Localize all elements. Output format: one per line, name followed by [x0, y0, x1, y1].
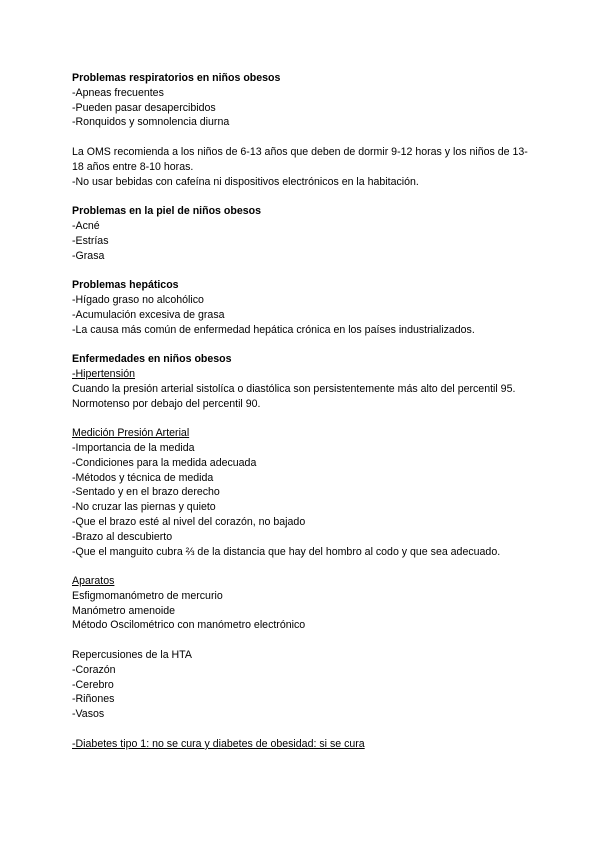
paragraph-oms-note: -No usar bebidas con cafeína ni dispositivos electrónicos en la habitación. — [72, 175, 419, 188]
section-title-enfermedades: Enfermedades en niños obesos — [72, 353, 232, 366]
list-item: -Ronquidos y somnolencia diurna — [72, 116, 230, 129]
spacer — [72, 130, 532, 145]
section-title-aparatos: Aparatos — [72, 575, 115, 588]
list-item: -Hígado graso no alcohólico — [72, 293, 204, 306]
spacer — [72, 411, 532, 426]
list-item: -Acumulación excesiva de grasa — [72, 308, 225, 321]
section-title-hepaticos: Problemas hepáticos — [72, 279, 179, 292]
subsection-title-hipertension: -Hipertensión — [72, 367, 136, 380]
list-item: -Brazo al descubierto — [72, 530, 173, 543]
list-item: -Vasos — [72, 708, 105, 721]
section-title-respiratorios: Problemas respiratorios en niños obesos — [72, 72, 281, 84]
list-item: -Sentado y en el brazo derecho — [72, 486, 220, 499]
list-item: Esfigmomanómetro de mercurio — [72, 589, 223, 602]
spacer — [72, 722, 532, 737]
paragraph-oms: La OMS recomienda a los niños de 6-13 años que deben de dormir 9-12 horas y los niños de 13-18 años entre 8-10 horas. — [72, 145, 528, 173]
list-item: -Riñones — [72, 693, 115, 706]
spacer — [72, 189, 532, 204]
diabetes-note: -Diabetes tipo 1: no se cura y diabetes de obesidad: si se cura — [72, 737, 365, 750]
spacer — [72, 559, 532, 574]
list-item: -La causa más común de enfermedad hepática crónica en los países industrializados. — [72, 323, 475, 336]
list-item: -Cerebro — [72, 678, 114, 691]
list-item: -Estrías — [72, 234, 109, 247]
spacer — [72, 337, 532, 352]
list-item: -Que el manguito cubra ⅔ de la distancia que hay del hombro al codo y que sea adecuado. — [72, 545, 501, 558]
list-item: -Que el brazo esté al nivel del corazón, no bajado — [72, 515, 306, 528]
list-item: -Importancia de la medida — [72, 441, 195, 454]
list-item: -Acné — [72, 219, 100, 232]
list-item: -Apneas frecuentes — [72, 86, 164, 99]
paragraph-normotenso: Normotenso por debajo del percentil 90. — [72, 397, 261, 410]
spacer — [72, 633, 532, 648]
list-item: Método Oscilométrico con manómetro electrónico — [72, 619, 306, 632]
list-item: -Pueden pasar desapercibidos — [72, 101, 216, 114]
list-item: -Grasa — [72, 249, 105, 262]
section-title-repercusiones: Repercusiones de la HTA — [72, 649, 192, 662]
section-title-medicion: Medición Presión Arterial — [72, 427, 190, 440]
list-item: -Corazón — [72, 663, 116, 676]
paragraph-hipertension: Cuando la presión arterial sistolíca o diastólica son persistentemente más alto del percentil 95. — [72, 382, 516, 395]
list-item: -Métodos y técnica de medida — [72, 471, 214, 484]
list-item: -No cruzar las piernas y quieto — [72, 501, 216, 514]
list-item: -Condiciones para la medida adecuada — [72, 456, 257, 469]
section-title-piel: Problemas en la piel de niños obesos — [72, 205, 261, 218]
list-item: Manómetro amenoide — [72, 604, 176, 617]
spacer — [72, 263, 532, 278]
document-page — [72, 71, 532, 752]
